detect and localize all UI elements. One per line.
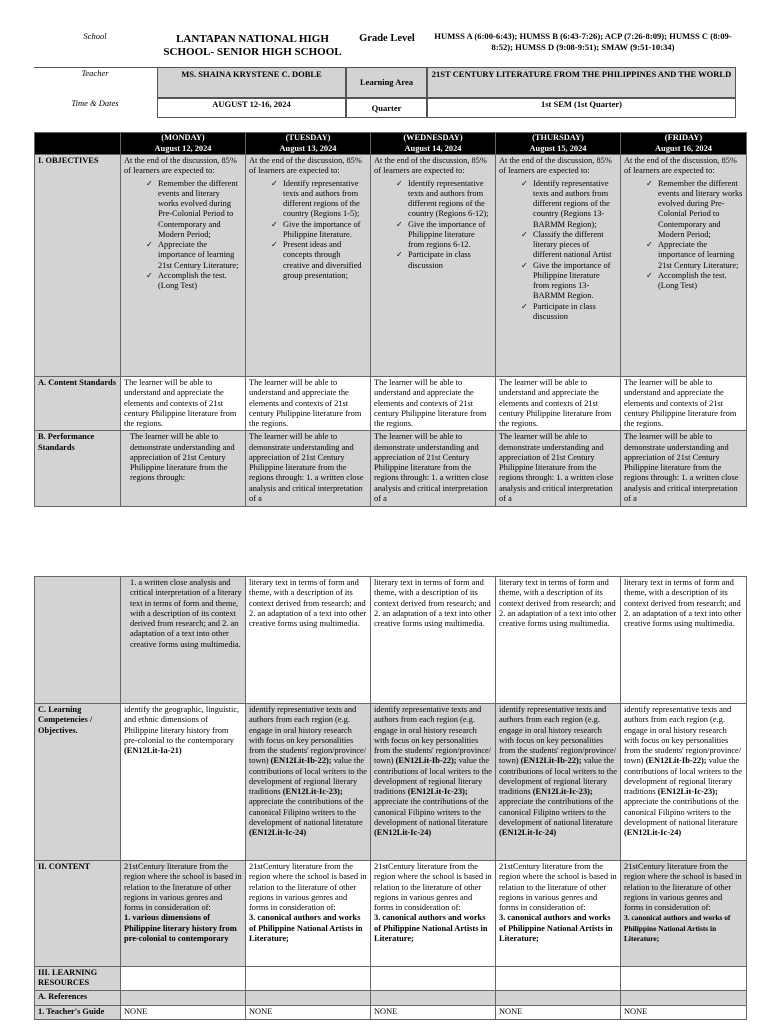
competency-text: appreciate the contributions of the canonical Filipino writers to the development of national literature <box>499 797 614 827</box>
day-name: (THURSDAY) <box>532 133 584 143</box>
objectives-wednesday <box>371 155 496 377</box>
objective-item: ✓ Give the importance of Philippine literature from regions 13-BARMM Region. <box>521 261 617 302</box>
content-standards-tuesday: The learner will be able to understand and appreciate the elements and contexts of 21st century Philippine literature from the regions. <box>246 377 371 431</box>
learning-resources-row <box>35 967 747 991</box>
content-text: 21stCentury literature from the region where the school is based in relation to the literature of other regions in various genres and forms in consideration of: <box>624 862 742 912</box>
competency-code: (EN12Lit-Ic-24) <box>624 828 682 837</box>
content-friday <box>621 861 747 967</box>
objective-item: ✓ Participate in class discussion <box>521 302 617 323</box>
competencies-monday <box>121 704 246 861</box>
time-dates-value: AUGUST 12-16, 2024 <box>157 98 346 118</box>
competency-text: value the contributions of local writers to the development of regional literary traditions <box>624 756 742 796</box>
competency-code: (EN12Lit-Ia-21) <box>124 746 182 755</box>
content-text: 21stCentury literature from the region where the school is based in relation to the literature of other regions in various genres and forms in consideration of: <box>124 862 242 912</box>
day-name: (WEDNESDAY) <box>403 133 463 143</box>
objective-item: ✓ Participate in class discussion <box>396 250 492 271</box>
quarter-label: Quarter <box>346 98 427 118</box>
performance-cont-friday: literary text in terms of form and theme, with a description of its context derived from research; and 2. an adaptation of a text into other creative forms using multimedia. <box>621 577 747 704</box>
day-header-tuesday <box>246 133 371 155</box>
day-header-friday <box>621 133 747 155</box>
day-date: August 16, 2024 <box>654 143 712 153</box>
competencies-tuesday <box>246 704 371 861</box>
content-thursday <box>496 861 621 967</box>
objectives-list <box>374 179 492 271</box>
content-standards-friday: The learner will be able to understand and appreciate the elements and contexts of 21st century Philippine literature from the regions. <box>621 377 747 431</box>
objective-item: ✓ Identify representative texts and authors from different regions of the country (Regions 6-12); <box>396 179 492 220</box>
grade-level-label: Grade Level <box>359 33 415 44</box>
day-header-row <box>35 133 747 155</box>
performance-cont-label <box>35 577 121 704</box>
objectives-list <box>124 179 242 292</box>
references-wednesday <box>371 990 496 1005</box>
day-name: (MONDAY) <box>161 133 205 143</box>
content-standards-wednesday: The learner will be able to understand and appreciate the elements and contexts of 21st century Philippine literature from the regions. <box>371 377 496 431</box>
day-header-wednesday <box>371 133 496 155</box>
performance-cont-wednesday: literary text in terms of form and theme, with a description of its context derived from research; and 2. an adaptation of a text into other creative forms using multimedia. <box>371 577 496 704</box>
learning-area-value <box>427 67 736 98</box>
teachers-guide-friday: NONE <box>621 1005 747 1019</box>
objectives-intro: At the end of the discussion, 85% of learners are expected to: <box>624 156 737 176</box>
competencies-thursday <box>496 704 621 861</box>
objectives-friday <box>621 155 747 377</box>
performance-standards-label: B. Performance Standards <box>35 431 121 507</box>
competency-code: (EN12Lit-Ic-23); <box>407 787 468 796</box>
competency-code: (EN12Lit-Ic-24) <box>499 828 557 837</box>
objective-item: ✓ Identify representative texts and authors from different regions of the country (Regions 1-5); <box>271 179 367 220</box>
teachers-guide-monday: NONE <box>121 1005 246 1019</box>
objectives-list <box>499 179 617 323</box>
competency-code: (EN12Lit-Ic-24) <box>374 828 432 837</box>
objective-item: ✓ Give the importance of Philippine literature. <box>271 220 367 241</box>
day-header-blank <box>35 133 121 155</box>
objective-item: ✓ Present ideas and concepts through creative and diversified group presentation; <box>271 240 367 281</box>
references-tuesday <box>246 990 371 1005</box>
learning-resources-label: III. LEARNING RESOURCES <box>35 967 121 991</box>
competency-text: value the contributions of local writers to the development of regional literary traditions <box>374 756 492 796</box>
teachers-guide-thursday: NONE <box>496 1005 621 1019</box>
objectives-list <box>624 179 743 292</box>
competency-text: appreciate the contributions of the canonical Filipino writers to the development of national literature <box>374 797 489 827</box>
references-label: A. References <box>35 990 121 1005</box>
learning-resources-wednesday <box>371 967 496 991</box>
references-row <box>35 990 747 1005</box>
objectives-thursday <box>496 155 621 377</box>
objectives-list <box>249 179 367 282</box>
content-tuesday <box>246 861 371 967</box>
objectives-intro: At the end of the discussion, 85% of learners are expected to: <box>374 156 487 176</box>
references-monday <box>121 990 246 1005</box>
competency-code: (EN12Lit-Ib-22); <box>395 756 457 766</box>
objectives-intro: At the end of the discussion, 85% of learners are expected to: <box>249 156 362 176</box>
dll-table-page2 <box>34 576 747 1020</box>
day-date: August 13, 2024 <box>279 143 337 153</box>
objectives-row <box>35 155 747 377</box>
competencies-friday <box>621 704 747 861</box>
day-date: August 14, 2024 <box>404 143 462 153</box>
day-name: (FRIDAY) <box>664 133 703 143</box>
performance-standards-cont-row <box>35 577 747 704</box>
grade-level-value: HUMSS A (6:00-6:43); HUMSS B (6:43-7:26); ACP (7:26-8:09); HUMSS C (8:09- 8:52); HUMSS D (9:08-9:51); SMAW (9:51-10:34) <box>434 31 732 52</box>
teacher-name: MS. SHAINA KRYSTENE C. DOBLE <box>157 67 346 98</box>
performance-cont-thursday: literary text in terms of form and theme, with a description of its context derived from research; and 2. an adaptation of a text into other creative forms using multimedia. <box>496 577 621 704</box>
competency-text: value the contributions of local writers to the development of regional literary traditions <box>499 756 617 796</box>
objective-item: ✓ Identify representative texts and authors from different regions of the country (Regions 13-BARMM Region); <box>521 179 617 230</box>
objective-item: ✓ Classify the different literary pieces of different national Artist <box>521 230 617 261</box>
objectives-tuesday <box>246 155 371 377</box>
competency-code: (EN12Lit-Ic-23); <box>282 787 343 796</box>
competencies-row <box>35 704 747 861</box>
competency-code: (EN12Lit-Ic-24) <box>249 828 307 837</box>
teachers-guide-row <box>35 1005 747 1019</box>
competency-code: (EN12Lit-Ib-22); <box>645 756 707 766</box>
competency-text: appreciate the contributions of the canonical Filipino writers to the development of national literature <box>624 797 739 827</box>
performance-standards-tuesday: The learner will be able to demonstrate understanding and appreciation of 21st Century Philippine literature from the regions through: 1. a written close analysis and critical interpretation of a <box>246 431 371 507</box>
content-standards-label: A. Content Standards <box>35 377 121 431</box>
content-text: 21stCentury literature from the region where the school is based in relation to the literature of other regions in various genres and forms in consideration of: <box>374 862 492 912</box>
objective-item: ✓ Accomplish the test. (Long Test) <box>646 271 743 292</box>
performance-cont-tuesday: literary text in terms of form and theme, with a description of its context derived from research; and 2. an adaptation of a text into other creative forms using multimedia. <box>246 577 371 704</box>
content-monday <box>121 861 246 967</box>
performance-standards-monday <box>121 431 246 507</box>
quarter-value: 1st SEM (1st Quarter) <box>427 98 736 118</box>
competency-text: identify representative texts and authors from each region (e.g. engage in oral history research with focus on key personalities from the students' region/province/ town) <box>249 705 367 766</box>
references-thursday <box>496 990 621 1005</box>
objectives-intro: At the end of the discussion, 85% of learners are expected to: <box>499 156 612 176</box>
content-text: 21stCentury literature from the region where the school is based in relation to the literature of other regions in various genres and forms in consideration of: <box>249 862 367 912</box>
competencies-label: C. Learning Competencies / Objectives. <box>35 704 121 861</box>
learning-resources-monday <box>121 967 246 991</box>
objective-item: ✓ Give the importance of Philippine literature from regions 6-12. <box>396 220 492 251</box>
performance-standards-text: The learner will be able to demonstrate understanding and appreciation of 21st Century Philippine literature from the regions through: <box>130 432 235 483</box>
day-header-monday <box>121 133 246 155</box>
competency-text: identify representative texts and authors from each region (e.g. engage in oral history research with focus on key personalities from the students' region/province/ town) <box>374 705 492 766</box>
competency-text: value the contributions of local writers to the development of regional literary traditions <box>249 756 367 796</box>
competency-text: identify representative texts and authors from each region (e.g. engage in oral history research with focus on key personalities from the students' region/province/ town) <box>499 705 617 766</box>
content-bold: 3. canonical authors and works of Philippine National Artists in Literature; <box>624 913 731 943</box>
references-friday <box>621 990 747 1005</box>
learning-resources-tuesday <box>246 967 371 991</box>
day-header-thursday <box>496 133 621 155</box>
competency-code: (EN12Lit-Ib-22); <box>520 756 582 766</box>
objectives-intro: At the end of the discussion, 85% of learners are expected to: <box>124 156 237 176</box>
content-standards-monday: The learner will be able to understand and appreciate the elements and contexts of 21st century Philippine literature from the regions. <box>121 377 246 431</box>
day-date: August 15, 2024 <box>529 143 587 153</box>
objectives-monday <box>121 155 246 377</box>
content-row <box>35 861 747 967</box>
content-label: II. CONTENT <box>35 861 121 967</box>
school-name: LANTAPAN NATIONAL HIGH SCHOOL- SENIOR HIGH SCHOOL <box>163 33 342 59</box>
content-bold: 3. canonical authors and works of Philippine National Artists in Literature; <box>249 913 363 943</box>
competency-code: (EN12Lit-Ib-22); <box>270 756 332 766</box>
learning-resources-thursday <box>496 967 621 991</box>
teachers-guide-wednesday: NONE <box>371 1005 496 1019</box>
teacher-label: Teacher <box>81 68 109 78</box>
content-bold: 1. various dimensions of Philippine literary history from pre-colonial to contemporary <box>124 913 237 943</box>
objective-item: ✓ Remember the different events and literary works evolved during Pre-Colonial Period to Contemporary and Modern Period; <box>646 179 743 241</box>
objective-item: ✓ Remember the different events and literary works evolved during Pre-Colonial Period to Contemporary and Modern Period; <box>146 179 242 241</box>
day-date: August 12, 2024 <box>154 143 212 153</box>
learning-area-label: Learning Area <box>346 67 427 98</box>
competency-text: identify representative texts and authors from each region (e.g. engage in oral history research with focus on key personalities from the students' region/province/ town) <box>624 705 742 766</box>
competency-text: identify the geographic, linguistic, and ethnic dimensions of Philippine literary history from pre-colonial to the contemporary <box>124 705 240 745</box>
objective-item: ✓ Appreciate the importance of learning 21st Century Literature; <box>146 240 242 271</box>
school-label: School <box>83 31 107 41</box>
competency-text: appreciate the contributions of the canonical Filipino writers to the development of national literature <box>249 797 364 827</box>
content-wednesday <box>371 861 496 967</box>
teachers-guide-tuesday: NONE <box>246 1005 371 1019</box>
performance-standards-thursday: The learner will be able to demonstrate understanding and appreciation of 21st Century Philippine literature from the regions through: 1. a written close analysis and critical interpretation of a <box>496 431 621 507</box>
learning-area-text: 21ST CENTURY LITERATURE FROM THE PHILIPPINES AND THE WORLD <box>431 69 732 79</box>
competency-code: (EN12Lit-Ic-23); <box>657 787 718 796</box>
teachers-guide-label: 1. Teacher's Guide <box>35 1005 121 1019</box>
dll-table-page1 <box>34 132 747 507</box>
day-name: (TUESDAY) <box>285 133 331 143</box>
performance-cont-monday <box>121 577 246 704</box>
objective-item: ✓ Appreciate the importance of learning 21st Century Literature; <box>646 240 743 271</box>
content-bold: 3. canonical authors and works of Philippine National Artists in Literature; <box>374 913 488 943</box>
performance-standards-row <box>35 431 747 507</box>
competencies-wednesday <box>371 704 496 861</box>
performance-cont-text: 1. a written close analysis and critical interpretation of a literary text in terms of form and theme, with a description of its context derived from research; and 2. an adaptation of a text into other creative forms using multimedia. <box>130 578 242 649</box>
content-standards-row <box>35 377 747 431</box>
learning-resources-friday <box>621 967 747 991</box>
performance-standards-wednesday: The learner will be able to demonstrate understanding and appreciation of 21st Century Philippine literature from the regions through: 1. a written close analysis and critical interpretation of a <box>371 431 496 507</box>
content-standards-thursday: The learner will be able to understand and appreciate the elements and contexts of 21st century Philippine literature from the regions. <box>496 377 621 431</box>
content-bold: 3. canonical authors and works of Philippine National Artists in Literature; <box>499 913 613 943</box>
competency-code: (EN12Lit-Ic-23); <box>532 787 593 796</box>
performance-standards-friday: The learner will be able to demonstrate understanding and appreciation of 21st Century Philippine literature from the regions through: 1. a written close analysis and critical interpretation of a <box>621 431 747 507</box>
objective-item: ✓ Accomplish the test. (Long Test) <box>146 271 242 292</box>
time-dates-label: Time & Dates <box>71 98 119 108</box>
objectives-label: I. OBJECTIVES <box>35 155 121 377</box>
content-text: 21stCentury literature from the region where the school is based in relation to the literature of other regions in various genres and forms in consideration of: <box>499 862 617 912</box>
